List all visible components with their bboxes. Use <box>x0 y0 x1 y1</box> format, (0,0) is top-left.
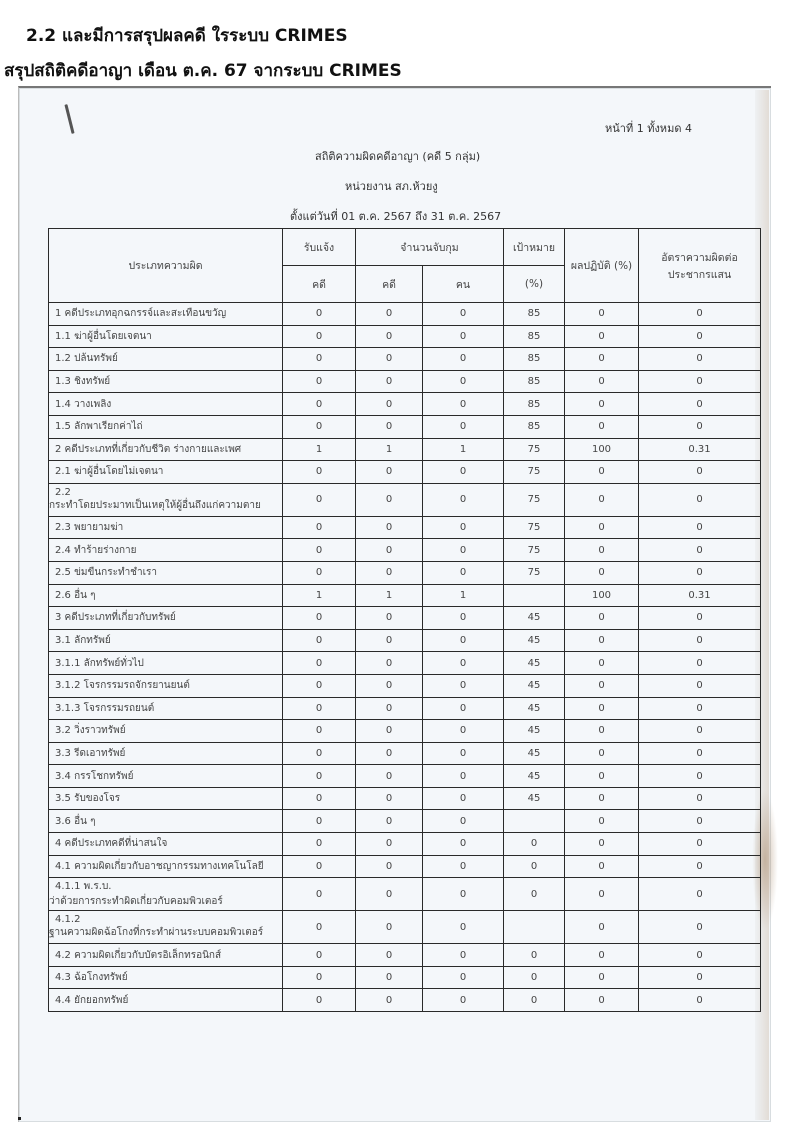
arrested-persons-cell: 1 <box>423 584 504 607</box>
rate-cell: 0 <box>639 944 761 967</box>
arrested-persons-cell: 0 <box>423 787 504 810</box>
performance-cell: 0 <box>565 833 639 856</box>
arrested-persons-cell: 0 <box>423 966 504 989</box>
target-pct-cell: 75 <box>504 539 565 562</box>
reported-cases-cell: 0 <box>283 966 356 989</box>
reported-cases-cell: 0 <box>283 415 356 438</box>
crime-type-label: 4.1 ความผิดเกี่ยวกับอาชญากรรมทางเทคโนโลยี <box>55 860 264 872</box>
arrested-persons-cell: 0 <box>423 516 504 539</box>
table-row <box>49 765 761 788</box>
rate-cell: 0 <box>639 461 761 484</box>
page-info: หน้าที่ 1 ทั้งหมด 4 <box>605 122 692 135</box>
arrested-cases-cell: 0 <box>356 810 423 833</box>
reported-cases-cell: 0 <box>283 607 356 630</box>
table-row <box>49 461 761 484</box>
table-row <box>49 810 761 833</box>
reported-cases-cell: 0 <box>283 629 356 652</box>
performance-cell: 0 <box>565 325 639 348</box>
crime-type-cell <box>49 742 283 765</box>
table-row <box>49 966 761 989</box>
arrested-persons-cell: 0 <box>423 370 504 393</box>
reported-cases-cell: 0 <box>283 393 356 416</box>
arrested-persons-cell: 0 <box>423 483 504 516</box>
crime-type-cell <box>49 370 283 393</box>
rate-cell: 0 <box>639 720 761 743</box>
table-row <box>49 989 761 1012</box>
crime-type-cell <box>49 516 283 539</box>
rate-cell: 0 <box>639 415 761 438</box>
arrested-persons-cell: 0 <box>423 855 504 878</box>
header-reported: รับแจ้ง <box>283 229 356 266</box>
performance-cell: 0 <box>565 989 639 1012</box>
crime-type-cell <box>49 697 283 720</box>
rate-cell: 0 <box>639 652 761 675</box>
crime-type-label: 3.1.2 โจรกรรมรถจักรยานยนต์ <box>55 680 190 692</box>
rate-cell: 0 <box>639 516 761 539</box>
arrested-cases-cell: 0 <box>356 370 423 393</box>
table-row <box>49 393 761 416</box>
arrested-persons-cell: 0 <box>423 765 504 788</box>
rate-cell: 0 <box>639 810 761 833</box>
table-row <box>49 370 761 393</box>
arrested-persons-cell: 0 <box>423 720 504 743</box>
crime-statistics-table <box>48 228 761 1012</box>
arrested-persons-cell: 0 <box>423 325 504 348</box>
rate-cell: 0 <box>639 989 761 1012</box>
target-pct-cell <box>504 584 565 607</box>
arrested-persons-cell: 0 <box>423 415 504 438</box>
table-row <box>49 855 761 878</box>
target-pct-cell: 85 <box>504 303 565 326</box>
rate-cell: 0 <box>639 348 761 371</box>
target-pct-cell <box>504 911 565 944</box>
crime-type-label: 3.3 รีดเอาทรัพย์ <box>55 747 126 759</box>
arrested-persons-cell: 0 <box>423 989 504 1012</box>
target-pct-cell: 75 <box>504 561 565 584</box>
reported-cases-cell: 0 <box>283 561 356 584</box>
reported-cases-cell: 0 <box>283 742 356 765</box>
performance-cell: 0 <box>565 348 639 371</box>
target-pct-cell: 0 <box>504 944 565 967</box>
rate-cell: 0 <box>639 483 761 516</box>
arrested-cases-cell: 0 <box>356 966 423 989</box>
table-row <box>49 415 761 438</box>
target-pct-cell: 45 <box>504 765 565 788</box>
arrested-cases-cell: 0 <box>356 393 423 416</box>
reported-cases-cell: 0 <box>283 765 356 788</box>
arrested-persons-cell: 0 <box>423 833 504 856</box>
report-title: สถิติความผิดคดีอาญา (คดี 5 กลุ่ม) <box>315 150 481 163</box>
crime-type-cell <box>49 966 283 989</box>
arrested-cases-cell: 0 <box>356 461 423 484</box>
table-row <box>49 697 761 720</box>
arrested-persons-cell: 0 <box>423 652 504 675</box>
crime-type-label: 4.3 ฉ้อโกงทรัพย์ <box>55 972 128 984</box>
crime-type-label: 1 คดีประเภทอุกฉกรรจ์และสะเทือนขวัญ <box>55 308 227 320</box>
table-row <box>49 787 761 810</box>
rate-cell: 0 <box>639 303 761 326</box>
target-pct-cell: 0 <box>504 989 565 1012</box>
report-period: ตั้งแต่วันที่ 01 ต.ค. 2567 ถึง 31 ต.ค. 2567 <box>290 210 502 223</box>
target-pct-cell: 75 <box>504 461 565 484</box>
crime-type-cell <box>49 483 283 516</box>
crime-type-cell <box>49 461 283 484</box>
arrested-cases-cell: 0 <box>356 787 423 810</box>
arrested-cases-cell: 0 <box>356 539 423 562</box>
reported-cases-cell: 0 <box>283 674 356 697</box>
crime-type-label: 3 คดีประเภทที่เกี่ยวกับทรัพย์ <box>55 612 176 624</box>
crime-type-cell <box>49 438 283 461</box>
performance-cell: 0 <box>565 652 639 675</box>
arrested-persons-cell: 0 <box>423 629 504 652</box>
rate-cell: 0 <box>639 370 761 393</box>
table-row <box>49 944 761 967</box>
arrested-cases-cell: 0 <box>356 483 423 516</box>
header-arrested-persons: คน <box>423 266 504 303</box>
crime-type-cell <box>49 584 283 607</box>
performance-cell: 0 <box>565 561 639 584</box>
crime-type-cell <box>49 911 283 944</box>
crime-type-cell <box>49 674 283 697</box>
performance-cell: 100 <box>565 584 639 607</box>
crime-type-label: 1.4 วางเพลิง <box>55 398 112 410</box>
reported-cases-cell: 0 <box>283 720 356 743</box>
arrested-cases-cell: 0 <box>356 415 423 438</box>
arrested-persons-cell: 0 <box>423 539 504 562</box>
performance-cell: 0 <box>565 516 639 539</box>
rate-cell: 0 <box>639 911 761 944</box>
rate-cell: 0 <box>639 855 761 878</box>
arrested-cases-cell: 0 <box>356 833 423 856</box>
target-pct-cell: 85 <box>504 370 565 393</box>
table-row <box>49 742 761 765</box>
header-performance: ผลปฏิบัติ (%) <box>565 229 639 303</box>
table-row <box>49 438 761 461</box>
performance-cell: 0 <box>565 765 639 788</box>
rate-cell: 0 <box>639 674 761 697</box>
reported-cases-cell: 0 <box>283 325 356 348</box>
crime-type-label-cont: ว่าด้วยการกระทำผิดเกี่ยวกับคอมพิวเตอร์ <box>49 896 223 908</box>
performance-cell: 0 <box>565 415 639 438</box>
target-pct-cell: 75 <box>504 483 565 516</box>
crime-type-label: 3.5 รับของโจร <box>55 793 121 805</box>
performance-cell: 0 <box>565 855 639 878</box>
rate-cell: 0 <box>639 629 761 652</box>
target-pct-cell: 45 <box>504 674 565 697</box>
crime-type-label: 4.4 ยักยอกทรัพย์ <box>55 994 129 1006</box>
performance-cell: 0 <box>565 393 639 416</box>
crime-type-label: 2.2 <box>55 486 71 498</box>
header-rate: อัตราความผิดต่อประชากรแสน <box>639 229 761 303</box>
table-row <box>49 878 761 911</box>
rate-cell: 0.31 <box>639 438 761 461</box>
table-row <box>49 607 761 630</box>
rate-cell: 0 <box>639 607 761 630</box>
performance-cell: 0 <box>565 629 639 652</box>
arrested-persons-cell: 0 <box>423 348 504 371</box>
arrested-persons-cell: 0 <box>423 393 504 416</box>
target-pct-cell: 85 <box>504 415 565 438</box>
performance-cell: 0 <box>565 911 639 944</box>
crime-type-label: 2.6 อื่น ๆ <box>55 589 96 601</box>
crime-type-cell <box>49 607 283 630</box>
performance-cell: 0 <box>565 966 639 989</box>
arrested-persons-cell: 0 <box>423 944 504 967</box>
performance-cell: 0 <box>565 461 639 484</box>
target-pct-cell: 45 <box>504 607 565 630</box>
arrested-persons-cell: 0 <box>423 674 504 697</box>
reported-cases-cell: 0 <box>283 787 356 810</box>
report-unit: หน่วยงาน สภ.ห้วยงู <box>345 180 438 193</box>
target-pct-cell: 0 <box>504 966 565 989</box>
crime-type-label: 3.2 วิ่งราวทรัพย์ <box>55 725 126 737</box>
table-row <box>49 674 761 697</box>
table-row <box>49 652 761 675</box>
table-row <box>49 561 761 584</box>
header-reported-cases: คดี <box>283 266 356 303</box>
reported-cases-cell: 1 <box>283 584 356 607</box>
rate-cell: 0 <box>639 878 761 911</box>
crime-type-cell <box>49 348 283 371</box>
target-pct-cell: 85 <box>504 325 565 348</box>
section-heading: 2.2 และมีการสรุปผลคดี ใรระบบ CRIMES <box>26 26 348 46</box>
crime-type-cell <box>49 944 283 967</box>
crime-type-label: 3.6 อื่น ๆ <box>55 815 96 827</box>
table-row <box>49 516 761 539</box>
performance-cell: 0 <box>565 720 639 743</box>
rate-cell: 0 <box>639 539 761 562</box>
target-pct-cell: 45 <box>504 697 565 720</box>
reported-cases-cell: 0 <box>283 516 356 539</box>
arrested-cases-cell: 0 <box>356 765 423 788</box>
reported-cases-cell: 0 <box>283 810 356 833</box>
arrested-persons-cell: 1 <box>423 438 504 461</box>
table-row <box>49 911 761 944</box>
crime-type-label: 3.4 กรรโชกทรัพย์ <box>55 770 134 782</box>
crime-type-cell <box>49 415 283 438</box>
header-target: เป้าหมาย <box>504 229 565 266</box>
reported-cases-cell: 0 <box>283 878 356 911</box>
arrested-cases-cell: 0 <box>356 516 423 539</box>
table-row <box>49 629 761 652</box>
crime-type-label: 3.1.1 ลักทรัพย์ทั่วไป <box>55 657 144 669</box>
summary-heading: สรุปสถิติคดีอาญา เดือน ต.ค. 67 จากระบบ CRIMES <box>4 61 402 81</box>
table-row <box>49 720 761 743</box>
reported-cases-cell: 0 <box>283 989 356 1012</box>
rate-cell: 0 <box>639 325 761 348</box>
table-row <box>49 325 761 348</box>
crime-type-label-cont: ฐานความผิดฉ้อโกงที่กระทำผ่านระบบคอมพิวเตอร์ <box>49 927 264 939</box>
performance-cell: 0 <box>565 539 639 562</box>
target-pct-cell: 85 <box>504 393 565 416</box>
target-pct-cell: 0 <box>504 878 565 911</box>
table-row <box>49 483 761 516</box>
header-arrested-cases: คดี <box>356 266 423 303</box>
target-pct-cell <box>504 810 565 833</box>
crime-type-cell <box>49 325 283 348</box>
arrested-cases-cell: 0 <box>356 652 423 675</box>
reported-cases-cell: 0 <box>283 855 356 878</box>
crime-type-label: 4.2 ความผิดเกี่ยวกับบัตรอิเล็กทรอนิกส์ <box>55 949 222 961</box>
crime-type-cell <box>49 720 283 743</box>
target-pct-cell: 45 <box>504 629 565 652</box>
reported-cases-cell: 0 <box>283 370 356 393</box>
crime-type-cell <box>49 652 283 675</box>
reported-cases-cell: 0 <box>283 911 356 944</box>
arrested-persons-cell: 0 <box>423 607 504 630</box>
performance-cell: 0 <box>565 944 639 967</box>
target-pct-cell: 45 <box>504 787 565 810</box>
arrested-persons-cell: 0 <box>423 697 504 720</box>
crime-type-label: 2.3 พยายามฆ่า <box>55 522 124 534</box>
reported-cases-cell: 0 <box>283 833 356 856</box>
rate-cell: 0 <box>639 966 761 989</box>
arrested-cases-cell: 0 <box>356 325 423 348</box>
rate-cell: 0 <box>639 697 761 720</box>
crime-type-cell <box>49 303 283 326</box>
arrested-cases-cell: 0 <box>356 303 423 326</box>
rate-cell: 0 <box>639 787 761 810</box>
crime-type-label: 1.1 ฆ่าผู้อื่นโดยเจตนา <box>55 330 152 342</box>
crime-type-cell <box>49 878 283 911</box>
arrested-cases-cell: 1 <box>356 438 423 461</box>
arrested-cases-cell: 0 <box>356 742 423 765</box>
arrested-persons-cell: 0 <box>423 878 504 911</box>
performance-cell: 0 <box>565 742 639 765</box>
arrested-cases-cell: 1 <box>356 584 423 607</box>
scan-dot <box>18 1117 21 1120</box>
crime-type-label: 1.3 ชิงทรัพย์ <box>55 376 111 388</box>
arrested-cases-cell: 0 <box>356 561 423 584</box>
target-pct-cell: 45 <box>504 720 565 743</box>
arrested-cases-cell: 0 <box>356 989 423 1012</box>
rate-cell: 0 <box>639 561 761 584</box>
rate-cell: 0 <box>639 742 761 765</box>
reported-cases-cell: 0 <box>283 303 356 326</box>
target-pct-cell: 45 <box>504 652 565 675</box>
target-pct-cell: 85 <box>504 348 565 371</box>
arrested-persons-cell: 0 <box>423 461 504 484</box>
performance-cell: 0 <box>565 787 639 810</box>
reported-cases-cell: 0 <box>283 348 356 371</box>
target-pct-cell: 75 <box>504 516 565 539</box>
target-pct-cell: 75 <box>504 438 565 461</box>
performance-cell: 0 <box>565 303 639 326</box>
reported-cases-cell: 0 <box>283 944 356 967</box>
table-row <box>49 539 761 562</box>
arrested-cases-cell: 0 <box>356 629 423 652</box>
arrested-persons-cell: 0 <box>423 561 504 584</box>
performance-cell: 0 <box>565 607 639 630</box>
performance-cell: 0 <box>565 878 639 911</box>
table-row <box>49 833 761 856</box>
arrested-cases-cell: 0 <box>356 607 423 630</box>
arrested-cases-cell: 0 <box>356 911 423 944</box>
crime-type-cell <box>49 810 283 833</box>
crime-type-label: 4.1.1 พ.ร.บ. <box>55 881 112 893</box>
header-crime-type: ประเภทความผิด <box>49 229 283 303</box>
crime-type-label: 1.2 ปล้นทรัพย์ <box>55 353 118 365</box>
crime-type-cell <box>49 833 283 856</box>
crime-type-cell <box>49 561 283 584</box>
reported-cases-cell: 0 <box>283 697 356 720</box>
arrested-persons-cell: 0 <box>423 810 504 833</box>
reported-cases-cell: 0 <box>283 461 356 484</box>
rate-cell: 0 <box>639 393 761 416</box>
crime-type-label: 3.1 ลักทรัพย์ <box>55 635 111 647</box>
arrested-cases-cell: 0 <box>356 720 423 743</box>
crime-type-label: 4 คดีประเภทคดีที่น่าสนใจ <box>55 838 168 850</box>
crime-type-label: 1.5 ลักพาเรียกค่าไถ่ <box>55 421 143 433</box>
header-target-pct: (%) <box>504 266 565 303</box>
crime-type-label: 2.1 ฆ่าผู้อื่นโดยไม่เจตนา <box>55 466 164 478</box>
performance-cell: 0 <box>565 674 639 697</box>
performance-cell: 0 <box>565 697 639 720</box>
table-row <box>49 584 761 607</box>
rate-cell: 0 <box>639 765 761 788</box>
crime-type-cell <box>49 787 283 810</box>
crime-type-cell <box>49 629 283 652</box>
arrested-cases-cell: 0 <box>356 674 423 697</box>
crime-type-cell <box>49 393 283 416</box>
arrested-persons-cell: 0 <box>423 742 504 765</box>
performance-cell: 0 <box>565 483 639 516</box>
target-pct-cell: 0 <box>504 833 565 856</box>
performance-cell: 0 <box>565 810 639 833</box>
rate-cell: 0 <box>639 833 761 856</box>
crime-type-label-cont: กระทำโดยประมาทเป็นเหตุให้ผู้อื่นถึงแก่ความตาย <box>49 499 261 511</box>
target-pct-cell: 45 <box>504 742 565 765</box>
reported-cases-cell: 0 <box>283 539 356 562</box>
performance-cell: 0 <box>565 370 639 393</box>
arrested-cases-cell: 0 <box>356 697 423 720</box>
arrested-persons-cell: 0 <box>423 911 504 944</box>
reported-cases-cell: 0 <box>283 483 356 516</box>
rate-cell: 0.31 <box>639 584 761 607</box>
crime-type-cell <box>49 989 283 1012</box>
reported-cases-cell: 1 <box>283 438 356 461</box>
crime-type-label: 2.5 ข่มขืนกระทำชำเรา <box>55 567 157 579</box>
crime-type-label: 3.1.3 โจรกรรมรถยนต์ <box>55 702 155 714</box>
arrested-cases-cell: 0 <box>356 855 423 878</box>
crime-type-cell <box>49 765 283 788</box>
table-row <box>49 348 761 371</box>
reported-cases-cell: 0 <box>283 652 356 675</box>
performance-cell: 100 <box>565 438 639 461</box>
table-row <box>49 303 761 326</box>
header-arrested: จำนวนจับกุม <box>356 229 504 266</box>
crime-type-cell <box>49 855 283 878</box>
target-pct-cell: 0 <box>504 855 565 878</box>
arrested-cases-cell: 0 <box>356 944 423 967</box>
arrested-cases-cell: 0 <box>356 348 423 371</box>
crime-type-label: 4.1.2 <box>55 914 81 926</box>
arrested-persons-cell: 0 <box>423 303 504 326</box>
arrested-cases-cell: 0 <box>356 878 423 911</box>
crime-type-cell <box>49 539 283 562</box>
crime-type-label: 2.4 ทำร้ายร่างกาย <box>55 544 137 556</box>
crime-type-label: 2 คดีประเภทที่เกี่ยวกับชีวิต ร่างกายและเพศ <box>55 443 242 455</box>
